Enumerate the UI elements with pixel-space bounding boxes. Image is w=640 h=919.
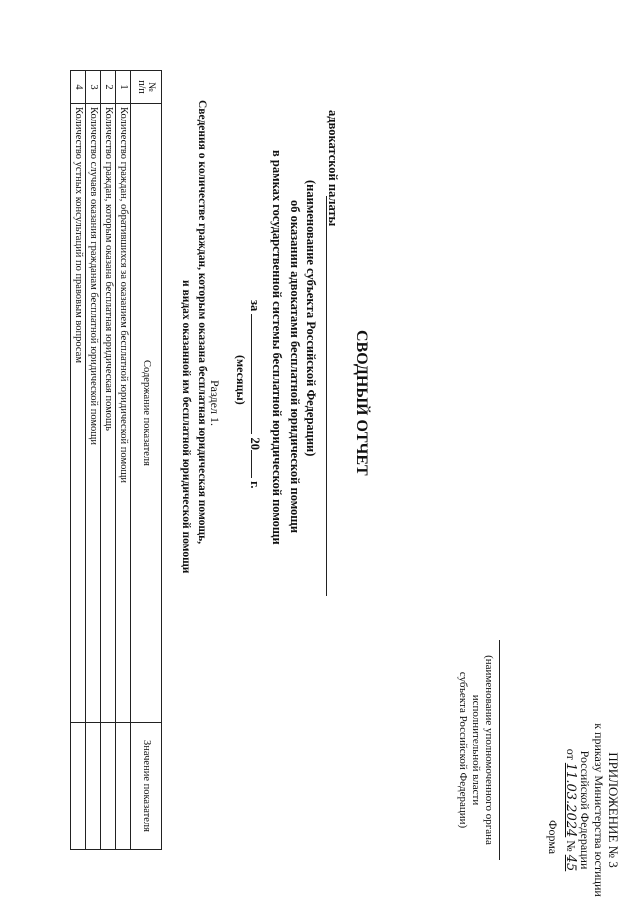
authority-line-1: (наименование уполномоченного органа	[483, 655, 495, 845]
authority-line-3: субъекта Российской Федерации)	[457, 671, 469, 829]
date-prefix: от	[564, 748, 578, 760]
bar-association-label: адвокатской палаты	[326, 110, 340, 227]
header-num-line-2: п/п	[136, 80, 147, 94]
row-value	[101, 723, 116, 850]
number-prefix: №	[564, 840, 578, 852]
period-za: за	[248, 300, 262, 312]
header-num	[131, 71, 162, 104]
table-row	[116, 71, 131, 850]
authority-caption	[456, 640, 500, 860]
row-value	[116, 723, 131, 850]
year-blank	[251, 450, 264, 478]
row-text: Количество случаев оказания гражданам бесплатной юридической помощи	[86, 104, 101, 723]
period-row	[247, 300, 264, 489]
appendix-line-2: Российской Федерации	[578, 750, 592, 870]
appendix-line-1: к приказу Министерства юстиции	[592, 723, 606, 897]
table-row	[86, 71, 101, 850]
date-value: 11.03.2024	[563, 762, 578, 838]
bar-association-blank	[326, 196, 327, 596]
indicators-table	[70, 70, 162, 850]
appendix-block	[563, 720, 620, 900]
months-blank	[251, 314, 264, 434]
months-caption: (месяцы)	[234, 355, 248, 405]
table-row	[71, 71, 86, 850]
row-text: Количество устных консультаций по правовым вопросам	[71, 104, 86, 723]
appendix-date-line	[563, 720, 578, 900]
authority-line-2: исполнительной власти	[470, 694, 482, 806]
row-num: 1	[116, 71, 131, 104]
appendix-title: ПРИЛОЖЕНИЕ № 3	[606, 752, 621, 868]
form-label: Форма	[546, 820, 560, 855]
section-line-2: и видах оказанной им бесплатной юридической помощи	[180, 280, 192, 574]
year-suffix: г.	[248, 481, 262, 489]
subject-caption: (наименование субъекта Российской Федерации)	[304, 180, 318, 457]
year-prefix: 20	[248, 437, 262, 451]
header-content: Содержание показателя	[131, 104, 162, 723]
table-row	[101, 71, 116, 850]
row-text: Количество граждан, обратившихся за оказанием бесплатной юридической помощи	[116, 104, 131, 723]
row-text: Количество граждан, которым оказана бесплатная юридическая помощь	[101, 104, 116, 723]
row-num: 2	[101, 71, 116, 104]
table-header-row	[131, 71, 162, 850]
row-num: 3	[86, 71, 101, 104]
report-system: в рамках государственной системы бесплатной юридической помощи	[270, 150, 284, 545]
header-value: Значение показателя	[131, 723, 162, 850]
number-value: 45	[563, 854, 578, 872]
report-about: об оказании адвокатами бесплатной юридической помощи	[288, 200, 302, 534]
section-line-1: Сведения о количестве граждан, которым оказана бесплатная юридическая помощь,	[196, 100, 208, 545]
header-num-line-1: №	[146, 82, 157, 92]
section-title: Раздел 1.	[208, 380, 222, 426]
row-value	[71, 723, 86, 850]
row-value	[86, 723, 101, 850]
row-num: 4	[71, 71, 86, 104]
report-title: СВОДНЫЙ ОТЧЕТ	[353, 330, 370, 476]
